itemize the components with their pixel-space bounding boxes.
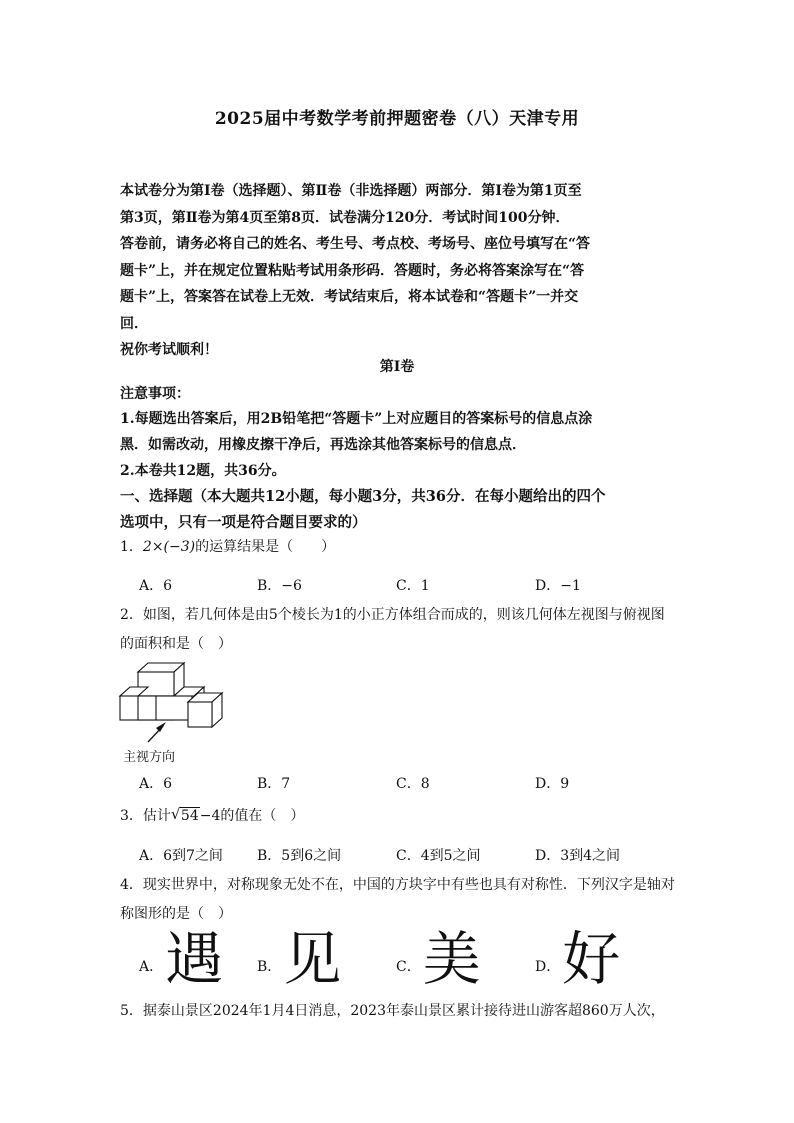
cube-front-face [156, 696, 192, 720]
intro-line: 本试卷分为第Ⅰ卷（选择题）、第Ⅱ卷（非选择题）两部分．第Ⅰ卷为第1页至 [120, 183, 582, 199]
option-c[interactable]: C．1 [396, 578, 430, 594]
hanzi-char: 好 [562, 925, 621, 993]
math-expression: 2×(−3) [142, 539, 196, 555]
intro-line: 回． [120, 315, 148, 332]
section-title: 第Ⅰ卷 [379, 359, 415, 375]
option-d[interactable]: D．9 [535, 776, 570, 792]
question-4-stem: 4．现实世界中，对称现象无处不在，中国的方块字中有些也具有对称性．下列汉字是轴对 [120, 877, 675, 893]
notes-heading: 注意事项： [120, 386, 190, 402]
question-2-stem: 2．如图，若几何体是由5个棱长为1的小正方体组合而成的，则该几何体左视图与俯视图 [120, 607, 665, 623]
intro-line: 题卡”上，并在规定位置粘贴考试用条形码．答题时，务必将答案涂写在“答 [120, 262, 585, 279]
option-a[interactable]: A．6到7之间 [139, 848, 223, 864]
question-5-stem: 5．据泰山景区2024年1月4日消息，2023年泰山景区累计接待进山游客超860万人次， [120, 1003, 665, 1019]
cube-front-face [188, 702, 212, 727]
view-arrow-head [156, 722, 166, 732]
cube-front-face [138, 672, 174, 696]
option-b[interactable]: B．7 [257, 776, 291, 792]
part-heading: 选项中，只有一项是符合题目要求的） [120, 514, 367, 531]
figure-caption: 主视方向 [123, 750, 176, 765]
option-a[interactable]: A．6 [139, 578, 173, 594]
option-b[interactable]: B．−6 [257, 578, 302, 594]
page-title: 2025届中考数学考前押题密卷（八）天津专用 [214, 109, 580, 129]
part-heading: 一、选择题（本大题共12小题，每小题3分，共36分．在每小题给出的四个 [120, 488, 606, 505]
cube-figure [118, 660, 228, 744]
intro-line: 第3页，第Ⅱ卷为第4页至第8页．试卷满分120分．考试时间100分钟． [120, 209, 570, 226]
question-1-stem: 1．2×(−3)的运算结果是（ ） [120, 539, 336, 555]
intro-line: 答卷前，请务必将自己的姓名、考生号、考点校、考场号、座位号填写在“答 [120, 236, 591, 252]
sqrt-sign: √ [170, 805, 181, 823]
option-c[interactable]: C．美 [396, 925, 481, 993]
notes-line: 2.本卷共12题，共36分。 [120, 463, 286, 479]
question-2-stem: 的面积和是（ ） [120, 636, 232, 652]
option-d[interactable]: D．好 [535, 925, 621, 993]
question-4-stem: 称图形的是（ ） [120, 906, 232, 922]
notes-line: 黑．如需改动，用橡皮擦干净后，再选涂其他答案标号的信息点． [120, 437, 526, 453]
notes-line: 1.每题选出答案后，用2B铅笔把“答题卡”上对应题目的答案标号的信息点涂 [120, 411, 593, 427]
option-a[interactable]: A．6 [139, 776, 173, 792]
hanzi-char: 美 [422, 925, 481, 993]
option-b[interactable]: B．见 [257, 925, 342, 993]
question-3-stem: 3．估计 √ 54−4的值在（ ） [120, 802, 680, 831]
question-4-options [139, 925, 679, 994]
intro-line: 题卡”上，答案答在试卷上无效．考试结束后，将本试卷和“答题卡”一并交 [120, 289, 579, 305]
option-a[interactable]: A．遇 [139, 925, 224, 993]
option-b[interactable]: B．5到6之间 [257, 848, 342, 864]
option-c[interactable]: C．8 [396, 776, 430, 792]
option-c[interactable]: C．4到5之间 [396, 848, 481, 864]
intro-line: 祝你考试顺利！ [120, 342, 218, 358]
option-d[interactable]: D．−1 [535, 578, 581, 594]
hanzi-char: 遇 [165, 925, 224, 993]
intro-block [120, 178, 680, 364]
option-d[interactable]: D．3到4之间 [535, 848, 621, 864]
hanzi-char: 见 [283, 925, 342, 993]
sqrt-expression: √ 54 [171, 802, 200, 831]
